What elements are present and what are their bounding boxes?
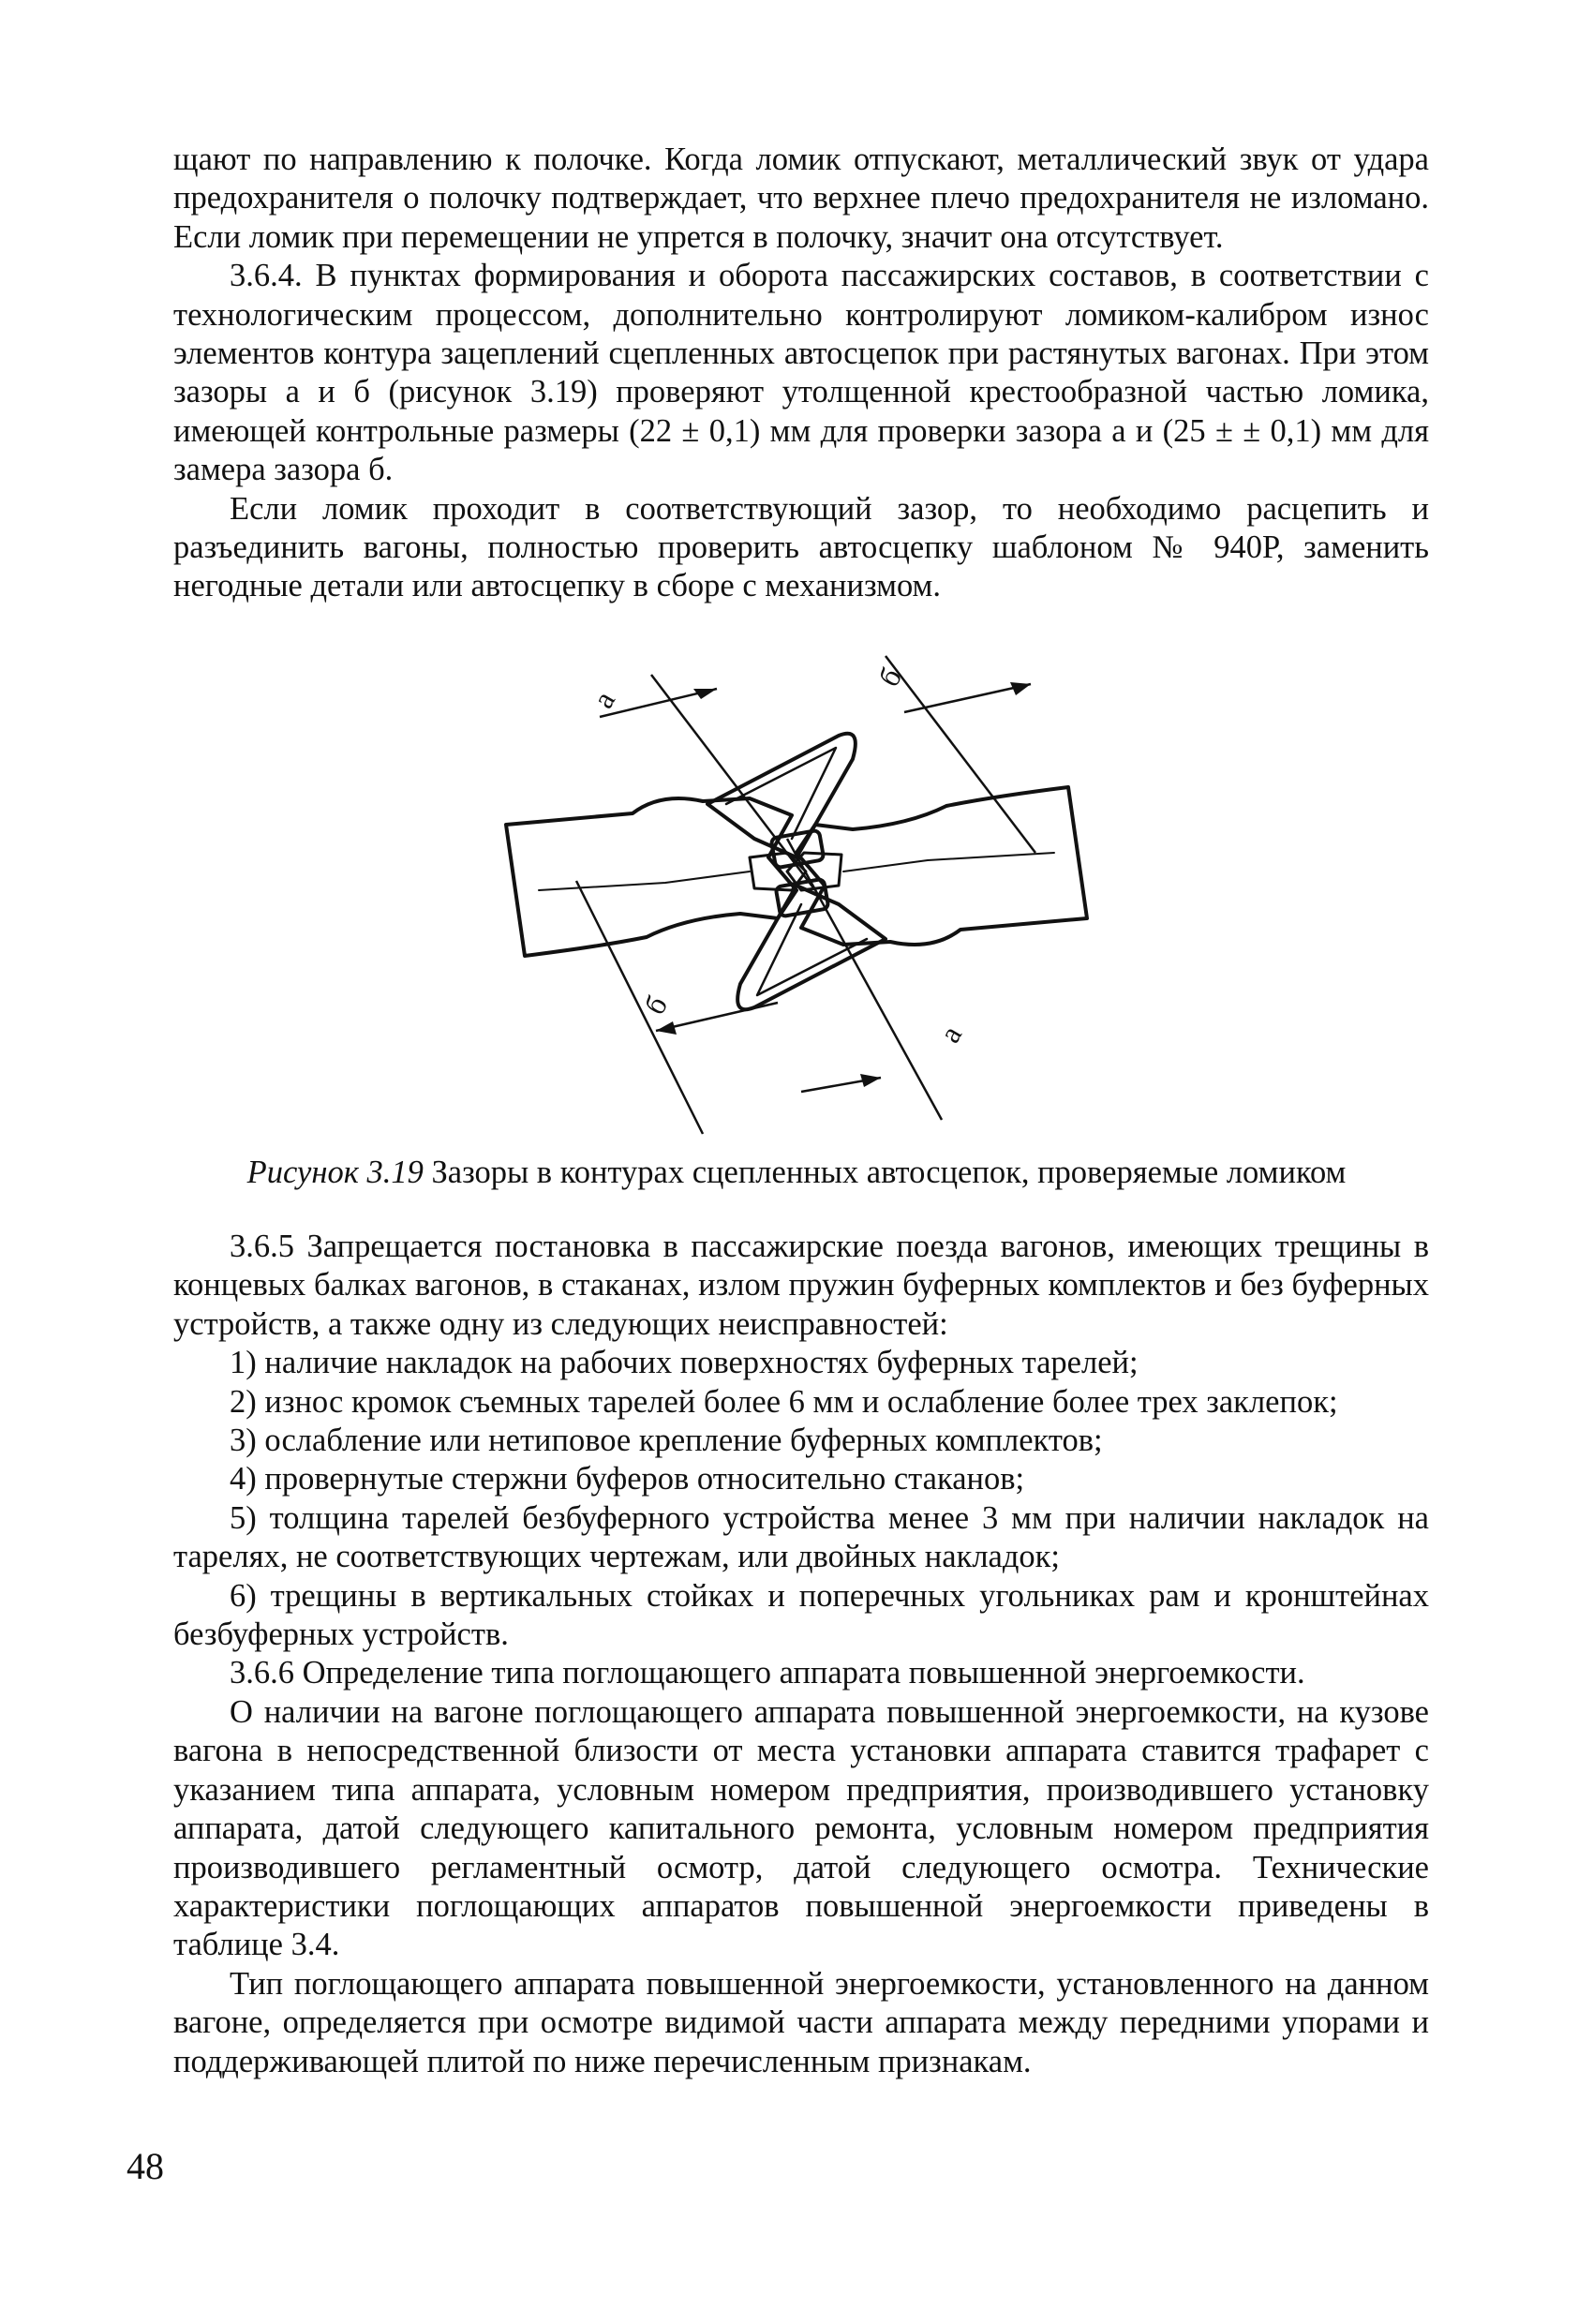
figure-caption: [0, 1153, 1593, 1192]
gap-label-a-top: а: [585, 685, 622, 714]
paragraph-type-identification: Тип поглощающего аппарата повышенной энергоемкости, установленного на данном вагоне, определяется при осмотре видимой части аппарата между передними упорами и поддерживающей плитой по ниже перечисленным признакам.: [173, 1965, 1429, 2079]
figure-label: Рисунок 3.19: [246, 1155, 424, 1190]
list-item: 1) наличие накладок на рабочих поверхностях буферных тарелей;: [230, 1345, 1139, 1381]
paragraph-3-6-4: 3.6.4. В пунктах формирования и оборота пассажирских составов, в соответствии с технологическим процессом, дополнительно контролируют ломиком-калибром износ элементов контура зацеплений сцепленных автосцепок при растянутых вагонах. При этом зазоры а и б (рисунок 3.19) проверяют утолщенной крестообразной частью ломика, имеющей контрольные размеры (22 ± 0,1) мм для проверки зазора а и (25 ± ± 0,1) мм для замера зазора б.: [173, 258, 1429, 488]
gap-label-a-bottom: а: [931, 1020, 969, 1049]
paragraph-3-6-6: 3.6.6 Определение типа поглощающего аппарата повышенной энергоемкости.: [230, 1655, 1305, 1691]
paragraph-3-6-5: 3.6.5 Запрещается постановка в пассажирские поезда вагонов, имеющих трещины в концевых балках вагонов, в стаканах, излом пружин буферных комплектов и без буферных устройств, а также одну из следующих неисправностей:: [173, 1229, 1429, 1342]
text-block-top: [173, 141, 1429, 606]
figure-caption-text: Зазоры в контурах сцепленных автосцепок, проверяемые ломиком: [423, 1155, 1347, 1190]
page-number: 48: [127, 2145, 164, 2187]
gap-label-b-top: б: [871, 662, 909, 693]
list-item: 2) износ кромок съемных тарелей более 6 мм и ослабление более трех заклепок;: [230, 1383, 1338, 1420]
list-item: 4) провернутые стержни буферов относительно стаканов;: [230, 1461, 1025, 1497]
paragraph-uncouple: Если ломик проходит в соответствующий зазор, то необходимо расцепить и разъединить вагоны, полностью проверить автосцепку шаблоном № 940Р, заменить негодные детали или автосцепку в сборе с механизмом.: [173, 490, 1429, 604]
gap-label-b-bottom: б: [636, 990, 675, 1020]
paragraph-continuation: щают по направлению к полочке. Когда ломик отпускают, металлический звук от удара предохранителя о полочку подтверждает, что верхнее плечо предохранителя не изломано. Если ломик при перемещении не упрется в полочку, значит она отсутствует.: [173, 142, 1429, 255]
list-item: 3) ослабление или нетиповое крепление буферных комплектов;: [230, 1423, 1103, 1459]
coupler-gap-diagram: [469, 637, 1124, 1157]
list-item: 5) толщина тарелей безбуферного устройства менее 3 мм при наличии накладок на тарелях, не соответствующих чертежам, или двойных накладок;: [173, 1499, 1429, 1575]
paragraph-stencil: О наличии на вагоне поглощающего аппарата повышенной энергоемкости, на кузове вагона в непосредственной близости от места установки аппарата ставится трафарет с указанием типа аппарата, условным номером предприятия, производившего установку аппарата, датой следующего капитального ремонта, условным номером предприятия производившего регламентный осмотр, датой следующего осмотра. Технические характеристики поглощающих аппаратов повышенной энергоемкости приведены в таблице 3.4.: [173, 1693, 1429, 1963]
text-block-bottom: [173, 1228, 1429, 2081]
list-item: 6) трещины в вертикальных стойках и поперечных угольниках рам и кронштейнах безбуферных устройств.: [173, 1577, 1429, 1653]
